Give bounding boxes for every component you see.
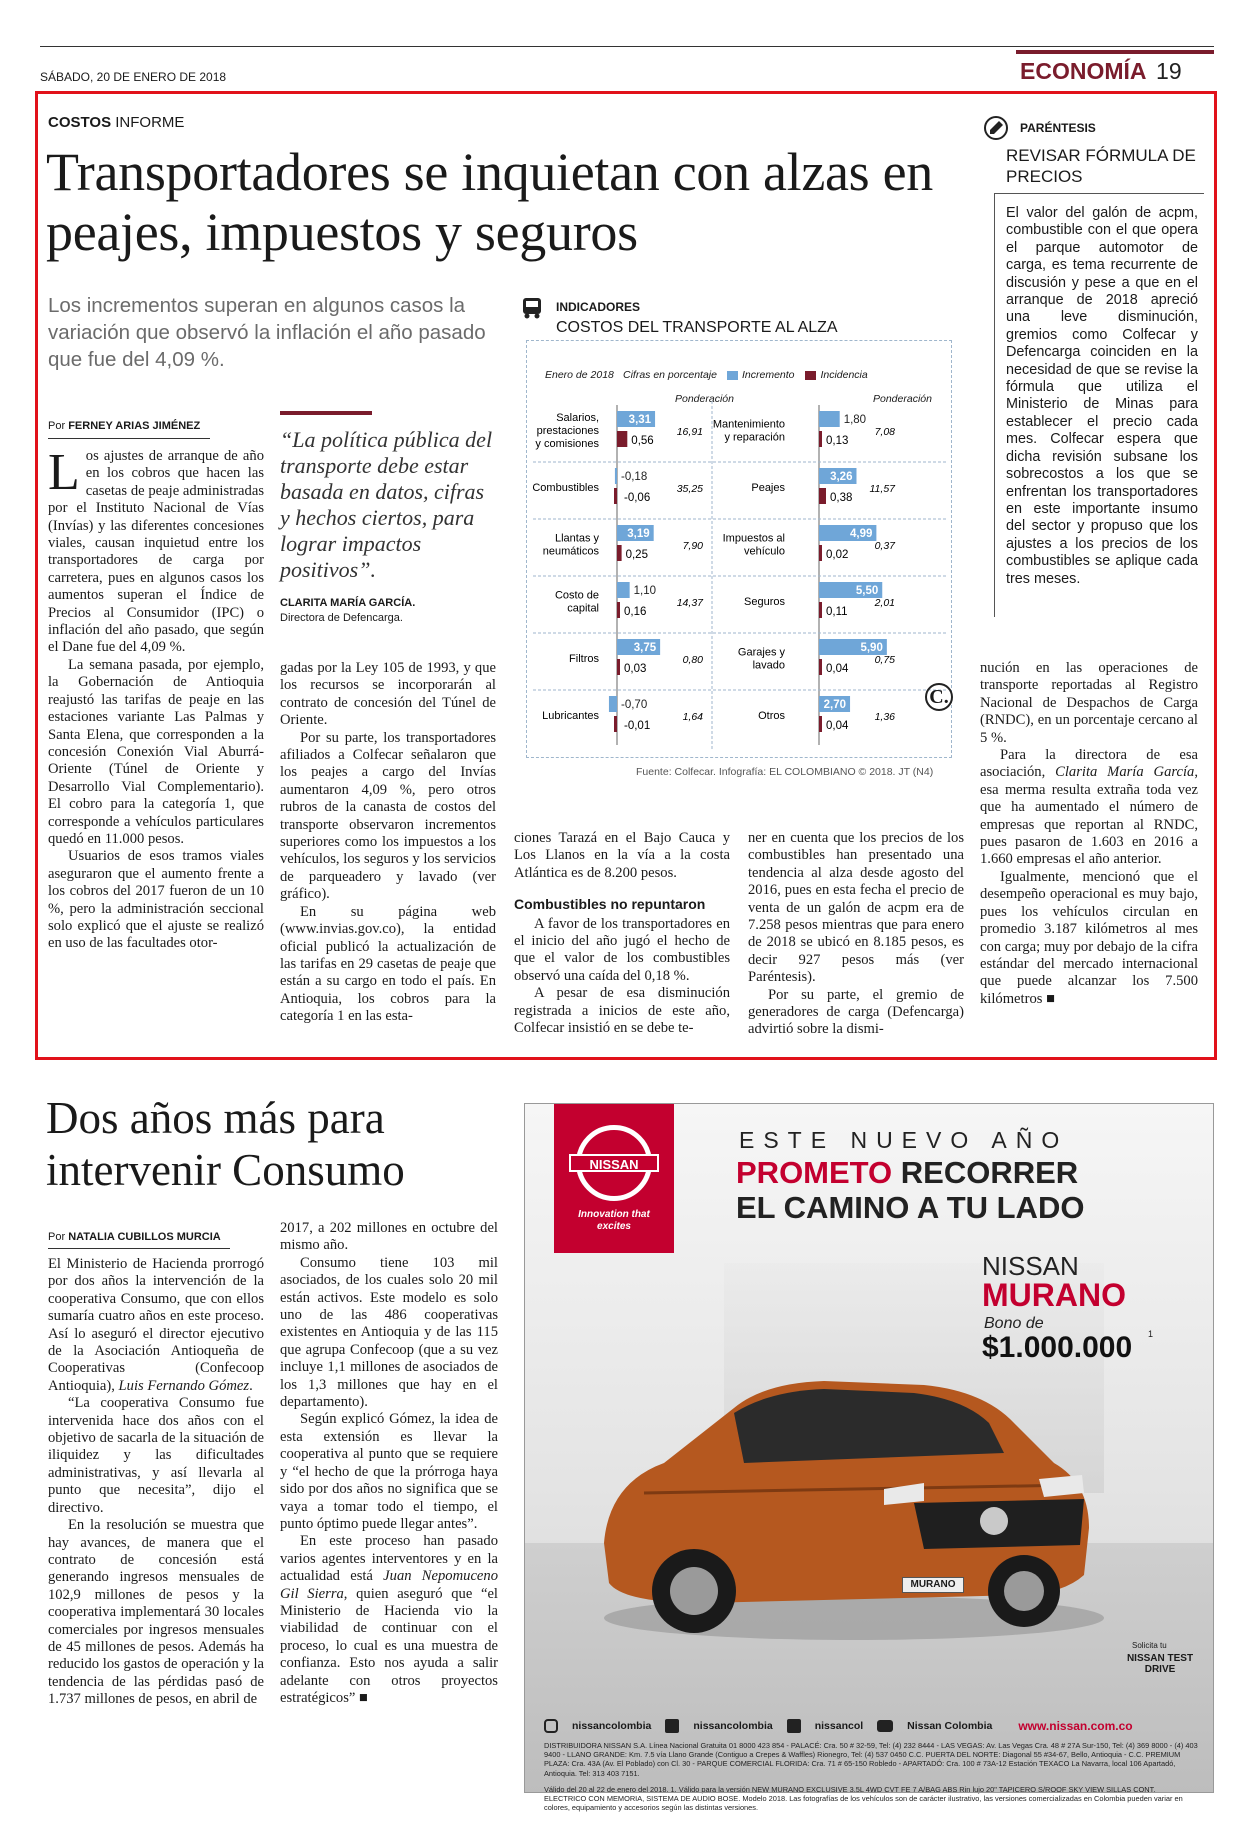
paragraph: gadas por la Ley 105 de 1993, y que los recursos se incorporarán al contrato de concesión del Túnel de Oriente. bbox=[280, 660, 496, 729]
paragraph: nución en las operaciones de transporte reportadas al Registro Nacional de Despachos de Carga (RNDC), en un porcentaje cercano al 5 %. bbox=[980, 660, 1198, 746]
article2-byline bbox=[48, 1231, 221, 1243]
paragraph: En su página web (www.invias.gov.co), la entidad oficial publicó la actualización de las tarifas en 29 casetas de peaje que están a su cargo en todo el país. En Antioquia, los cobros para la categoría 1 en las esta- bbox=[280, 903, 496, 1025]
label-incremento: -0,18 bbox=[621, 471, 648, 483]
paragraph bbox=[280, 1533, 498, 1707]
paragraph: Consumo tiene 103 mil asociados, de los cuales solo 20 mil están activos. Este modelo es solo uno de las 486 cooperativas existentes en Antioquia y de las 115 que agrupa Confecoop (que a su vez incluye 1,1 millones de asociados de los 1,3 millones que hay en el departamento). bbox=[280, 1254, 498, 1411]
label-incremento: 5,90 bbox=[860, 642, 883, 654]
category-label: Filtros bbox=[569, 653, 599, 665]
chart-title: COSTOS DEL TRANSPORTE AL ALZA bbox=[556, 319, 838, 336]
ad-bonus-note: 1 bbox=[1148, 1329, 1154, 1339]
label-ponderacion: 1,64 bbox=[682, 711, 703, 723]
chart-units-note: Cifras en porcentaje bbox=[623, 369, 717, 381]
category-label: neumáticos bbox=[542, 545, 599, 558]
category-label: prestaciones bbox=[536, 425, 599, 437]
bar-incidencia bbox=[819, 488, 826, 504]
label-incremento: 4,99 bbox=[849, 528, 873, 540]
label-incidencia: -0,06 bbox=[624, 492, 651, 504]
section-label: ECONOMÍA bbox=[1020, 58, 1146, 84]
kicker-light: INFORME bbox=[115, 114, 185, 131]
category-label: Salarios, bbox=[556, 412, 599, 424]
ad-fine-print-2: Válido del 20 al 22 de enero del 2018. 1. Válido para la versión NEW MURANO EXCLUSIVE 3.5L 4WD CVT FE 7 A/BAG ABS Rin lujo 20" TAPICERO S/ROOF SKY VIEW SILLAS CONT. ELECTRICO CON MEMORIA, SISTEMA DE AUDIO BOSE. Modelo 2018. Las fotografías de los vehículos son de carácter ilustrativo, las versiones comercializadas en Colombia pueden variar en colores, equipamiento y accesorios según las distintas versiones. bbox=[544, 1785, 1183, 1813]
ad-model-brand: NISSAN bbox=[982, 1251, 1079, 1281]
label-ponderacion: 14,37 bbox=[676, 597, 703, 609]
text: Para la directora de esa asociación, bbox=[980, 747, 1198, 781]
text: En este proceso han pasado varios agentes interventores y en la actualidad está bbox=[280, 1533, 498, 1585]
label-incidencia: 0,13 bbox=[826, 435, 849, 447]
category-label: y comisiones bbox=[535, 438, 599, 450]
label-ponderacion: 0,80 bbox=[682, 654, 703, 666]
ad-headline-2a: PROMETO bbox=[736, 1155, 893, 1190]
category-label: Garajes y bbox=[737, 646, 785, 659]
label-incidencia: 0,25 bbox=[625, 549, 648, 561]
label-ponderacion: 1,36 bbox=[874, 711, 895, 723]
paragraph bbox=[980, 747, 1198, 869]
chart-svg bbox=[527, 341, 953, 759]
label-incremento: 3,75 bbox=[633, 642, 657, 654]
ad-headline-3: EL CAMINO A TU LADO bbox=[736, 1190, 1085, 1225]
category-label: y reparación bbox=[724, 431, 785, 444]
category-label: vehículo bbox=[744, 545, 785, 558]
ad-frame bbox=[524, 1103, 1214, 1793]
ad-headline-1: ESTE NUEVO AÑO bbox=[739, 1127, 1069, 1153]
social-facebook: nissancol bbox=[814, 1720, 864, 1732]
paragraph: ner en cuenta que los precios de los combustibles han presentado una tendencia al alza desde agosto del 2016, pues en esta fecha el precio de venta de un galón de acpm era de 7.258 pesos mientras que para enero de 2018 se ubicó en 8.185 pesos, es decir 927 pesos más (ver Paréntesis). bbox=[748, 830, 964, 986]
sidebar-icon bbox=[984, 116, 1008, 140]
byline-rule bbox=[48, 438, 210, 439]
text: , quien aseguró que “el Ministerio de Hacienda vio la viabilidad de continuar con el proceso, lo cual es una muestra de confianza. Esto nos ayuda a salir adelante con otros proyectos estratégicos” bbox=[280, 1585, 498, 1706]
bar-incidencia bbox=[617, 431, 627, 447]
article-headline: Transportadores se inquietan con alzas en peajes, impuestos y seguros bbox=[46, 142, 933, 262]
byline-prefix: Por bbox=[48, 420, 66, 432]
end-mark: ■ bbox=[359, 1689, 368, 1706]
article-column-2 bbox=[280, 660, 496, 1026]
bar-incidencia bbox=[617, 545, 622, 561]
label-incremento: 3,19 bbox=[627, 528, 650, 540]
ad-bonus-label: Bono de bbox=[984, 1315, 1044, 1332]
paragraph: A favor de los transportadores en el inicio del año jugó el hecho de que el valor de los combustibles observó una caída del 0,18 %. bbox=[514, 915, 730, 984]
label-incidencia: 0,03 bbox=[624, 663, 647, 675]
article-deck: Los incrementos superan en algunos casos la variación que observó la inflación el año pasado que fue del 4,09 %. bbox=[48, 294, 486, 371]
paragraph: “La cooperativa Consumo fue intervenida hace dos años con el objetivo de sacarla de la situación de iliquidez y las dificultades administrativas, y así llevarla al punto que necesita”, dijo el directivo. bbox=[48, 1395, 264, 1516]
paragraph-text: os ajustes de arranque de año en los cobros que hacen las casetas de peaje administradas por el Instituto Nacional de Vías (Invías) y las diferentes concesiones viales, causan inquietud entre los transportadores de carga por carretera, pues en algunos casos los aumentos superan el Índice de Precios al Consumidor (IPC) o inflación del año pasado, que según el Dane fue del 4,09 %. bbox=[48, 448, 264, 656]
social-instagram: nissancolombia bbox=[572, 1720, 652, 1732]
person-name: Juan Nepomuceno Gil Sierra bbox=[280, 1568, 498, 1602]
paragraph: En la resolución se muestra que hay avances, de manera que el contrato de concesión está generando ingresos mensuales de 102,9 millones de pesos y la cooperativa implementará 30 locales comerciales por ingresos mensuales de 45 millones de pesos. Además ha reducido los gastos de operación y la tendencia de las pérdidas pasó de 1.737 millones de pesos, en abril de bbox=[48, 1517, 264, 1708]
label-incidencia: 0,04 bbox=[826, 720, 849, 732]
label-incidencia: 0,16 bbox=[624, 606, 647, 618]
text: El Ministerio de Hacienda prorrogó por dos años la intervención de la cooperativa Consumo, que con ellos sumaría cuatro años en este proceso. Así lo aseguró el director ejecutivo de la Asociación Antioqueña de Cooperativas (Confecoop Antioquia), bbox=[48, 1256, 264, 1394]
category-label: Seguros bbox=[744, 596, 785, 608]
bar-incidencia bbox=[819, 716, 822, 732]
category-label: capital bbox=[567, 602, 599, 615]
pen-icon bbox=[986, 118, 1006, 138]
bar-incidencia bbox=[819, 431, 822, 447]
bar-incidencia bbox=[819, 545, 822, 561]
category-label: lavado bbox=[752, 659, 785, 672]
ad-fine-print-1: DISTRIBUIDORA NISSAN S.A. Línea Nacional Gratuita 01 8000 423 854 - PALACÉ: Cra. 50 # 32-59, Tel: (4) 232 8444 - LAS VEGAS: Av. Las Vegas Cra. 48 # 27A Sur-150, Tel: (4) 369 8000 - (4) 403 9400 - LLANO GRANDE: Km. 7.5 vía Llano Grande (Contiguo a Crepes & Waffles) Rionegro, Tel: (4) 537 0450 C.C. PUERTA DEL NORTE: Diagonal 55 #34-67, Bello, Antioquia - C.C. PREMIUM PLAZA: Cra. 43A (Av. El Poblado) con Cl. 30 - PARQUE COMERCIAL FLORIDA: Cra. 71 # 65-150 Robledo - APARTADÓ: Cra. 100 # 73A-12 Estación TEXACO La Navarra, local 106 Apartadó, Antioquia. Tel: 313 403 7151. bbox=[544, 1741, 1198, 1778]
nissan-logo-text: NISSAN bbox=[569, 1154, 659, 1172]
label-ponderacion: 35,25 bbox=[676, 483, 703, 495]
chart-icon bbox=[521, 296, 543, 320]
article-column-3 bbox=[514, 830, 730, 1037]
weight-header-left: Ponderación bbox=[675, 393, 734, 405]
section-name bbox=[1020, 58, 1182, 85]
article-column-4 bbox=[748, 830, 964, 1039]
label-incidencia: 0,11 bbox=[826, 606, 848, 618]
test-drive-prefix: Solicita tu bbox=[1132, 1641, 1167, 1650]
label-ponderacion: 16,91 bbox=[676, 426, 703, 438]
label-incidencia: 0,04 bbox=[826, 663, 849, 675]
sidebar-title: REVISAR FÓRMULA DE PRECIOS bbox=[1006, 146, 1196, 186]
nissan-tagline: Innovation that excites bbox=[578, 1209, 650, 1232]
label-incremento: 3,31 bbox=[628, 414, 652, 426]
person-name: Clarita María García bbox=[1055, 764, 1195, 781]
label-incremento: 5,50 bbox=[855, 585, 879, 597]
dropcap: L bbox=[48, 444, 80, 501]
weight-header-right: Ponderación bbox=[873, 393, 932, 405]
article-column-1 bbox=[48, 444, 264, 953]
bar-incremento bbox=[617, 582, 630, 598]
category-label: Combustibles bbox=[532, 482, 599, 494]
label-ponderacion: 0,37 bbox=[874, 540, 895, 552]
paragraph bbox=[980, 869, 1198, 1008]
top-rule bbox=[40, 46, 1214, 47]
category-label: Llantas y bbox=[554, 532, 599, 545]
paragraph: Por su parte, el gremio de generadores de carga (Defencarga) advirtió sobre la dismi- bbox=[748, 986, 964, 1038]
article-byline bbox=[48, 420, 200, 432]
subhead: Combustibles no repuntaron bbox=[514, 896, 706, 913]
ad-website[interactable]: www.nissan.com.co bbox=[1018, 1719, 1133, 1733]
bar-incidencia bbox=[819, 602, 822, 618]
paragraph: ciones Tarazá en el Bajo Cauca y Los Llanos en la vía a la costa Atlántica es de 8.200 pesos. bbox=[514, 830, 730, 881]
article-kicker bbox=[48, 114, 184, 131]
end-mark: ■ bbox=[1046, 990, 1055, 1007]
legend-incidencia: Incidencia bbox=[820, 369, 868, 381]
paragraph bbox=[48, 1256, 264, 1395]
category-label: Impuestos al bbox=[722, 532, 785, 545]
pull-quote-author: CLARITA MARÍA GARCÍA. bbox=[280, 597, 416, 609]
byline-author: NATALIA CUBILLOS MURCIA bbox=[68, 1231, 221, 1243]
bar-incidencia bbox=[614, 716, 617, 732]
label-incidencia: 0,02 bbox=[826, 549, 849, 561]
person-name: Luis Fernando Gómez bbox=[118, 1377, 250, 1394]
social-twitter: nissancolombia bbox=[693, 1720, 773, 1732]
label-incremento: 1,10 bbox=[633, 585, 657, 597]
ad-model: MURANO bbox=[982, 1277, 1126, 1313]
byline-prefix: Por bbox=[48, 1231, 66, 1243]
text: Igualmente, mencionó que el desempeño operacional es muy bajo, pues los vehículos circulan en promedio 3.187 kilómetros al mes con carga; muy por debajo de la cifra estándar del mercado internacional que puede alcanzar los 7.500 kilómetros bbox=[980, 868, 1198, 1007]
truck-icon bbox=[521, 296, 543, 320]
byline-rule bbox=[48, 1248, 230, 1249]
label-incremento: 3,26 bbox=[830, 471, 853, 483]
bar-incremento bbox=[609, 696, 617, 712]
category-label: Peajes bbox=[751, 482, 785, 494]
label-incidencia: 0,56 bbox=[631, 435, 654, 447]
label-incremento: 2,70 bbox=[823, 699, 847, 711]
section-header bbox=[1016, 50, 1214, 54]
paragraph bbox=[48, 444, 264, 657]
label-ponderacion: 7,08 bbox=[874, 426, 895, 438]
test-drive-badge: NISSAN TEST DRIVE bbox=[1126, 1653, 1194, 1675]
bar-incidencia bbox=[617, 659, 620, 675]
label-incremento: 1,80 bbox=[843, 414, 867, 426]
paragraph: Según explicó Gómez, la idea de esta extensión es llevar la cooperativa al punto que se requiere y “el hecho de que la prórroga haya sido por dos años no significa que se vaya a tomar todo el tiempo, el punto óptimo puede llegar antes”. bbox=[280, 1411, 498, 1532]
kicker-bold: COSTOS bbox=[48, 114, 112, 131]
page-date: SÁBADO, 20 DE ENERO DE 2018 bbox=[40, 70, 227, 84]
article2-column-2 bbox=[280, 1220, 498, 1707]
pull-quote: “La política pública del transporte debe estar basada en datos, cifras y hechos ciertos, para lograr impactos positivos”. bbox=[280, 427, 493, 582]
paragraph: La semana pasada, por ejemplo, la Gobernación de Antioquia reajustó las tarifas de peaje en las estaciones variante Las Palmas y Santa Elena, que corresponden a la concesión Conexión Vial Aburrá-Oriente (Túnel de Oriente y Desarrollo Vial Complementario). El cobro para la categoría 1, que corresponde a vehículos particulares quedó en 11.000 pesos. bbox=[48, 656, 264, 847]
pull-quote-rule bbox=[280, 411, 372, 415]
text: , esa merma resulta extraña toda vez que ha aumentado el número de empresas que reportan al RNDC, pues pasaron de 1.603 en 2016 a 1.660 empresas el año anterior. bbox=[980, 764, 1198, 868]
paragraph: Por su parte, los transportadores afiliados a Colfecar señalaron que los peajes a cargo del Invías aumentaron 4,09 %, pero otros rubros de la canasta de costos del transporte observaron incrementos superiores como los impuestos a los vehículos, los seguros y los servicios de parqueadero y lavado (ver gráfico). bbox=[280, 729, 496, 903]
label-ponderacion: 7,90 bbox=[682, 540, 703, 552]
bar-incremento bbox=[615, 468, 617, 484]
legend-incremento: Incremento bbox=[742, 369, 795, 381]
label-incidencia: -0,01 bbox=[624, 720, 651, 732]
sidebar-label: PARÉNTESIS bbox=[1020, 121, 1096, 135]
label-ponderacion: 11,57 bbox=[869, 483, 895, 495]
pull-quote-role: Directora de Defencarga. bbox=[280, 612, 403, 624]
label-incidencia: 0,38 bbox=[829, 492, 853, 504]
social-youtube: Nissan Colombia bbox=[907, 1720, 993, 1732]
bar-incremento bbox=[819, 411, 840, 427]
category-label: Costo de bbox=[554, 589, 599, 602]
paragraph: A pesar de esa disminución registrada a inicios de este año, Colfecar insistió en se debe te- bbox=[514, 985, 730, 1037]
bar-incidencia bbox=[617, 602, 620, 618]
page-number: 19 bbox=[1156, 58, 1182, 84]
sidebar-body: El valor del galón de acpm, combustible con el que opera el parque automotor de carga, es tema recurrente de discusión y pese a que en el arranque de 2018 apreció una leve disminución, gremios como Colfecar y Defencarga coinciden en la necesidad de que se revise la fórmula que utiliza el Ministerio de Minas para establecer el precio cada mes. Colfecar espera que dicha revisión subsane los sobrecostos a los que se enfrentan los transportadores en este importante insumo del sector y propuso que los ajustes a los precios de los combustibles se aplique cada tres meses. bbox=[1006, 205, 1198, 587]
label-incremento: -0,70 bbox=[621, 699, 648, 711]
bar-incidencia bbox=[614, 488, 617, 504]
text: . bbox=[249, 1377, 253, 1394]
chart-area bbox=[526, 340, 952, 758]
byline-author: FERNEY ARIAS JIMÉNEZ bbox=[68, 420, 201, 432]
chart-source: Fuente: Colfecar. Infografía: EL COLOMBIANO © 2018. JT (N4) bbox=[636, 766, 934, 778]
article2-headline: Dos años más para intervenir Consumo bbox=[46, 1093, 405, 1195]
label-ponderacion: 0,75 bbox=[874, 654, 895, 666]
chart-label: INDICADORES bbox=[556, 300, 641, 314]
chart-date-note: Enero de 2018 bbox=[545, 369, 614, 381]
ad-headline-2b: RECORRER bbox=[892, 1155, 1079, 1190]
category-label: Mantenimiento bbox=[712, 418, 785, 431]
label-ponderacion: 2,01 bbox=[874, 597, 895, 609]
article2-column-1 bbox=[48, 1256, 264, 1709]
ad-bonus-amount: $1.000.000 bbox=[982, 1331, 1133, 1364]
category-label: Lubricantes bbox=[542, 710, 599, 722]
paragraph: 2017, a 202 millones en octubre del mismo año. bbox=[280, 1220, 498, 1254]
bar-incidencia bbox=[819, 659, 822, 675]
category-label: Otros bbox=[758, 710, 785, 722]
colombiano-logo: C. bbox=[925, 683, 953, 711]
paragraph: Usuarios de esos tramos viales aseguraron que el aumento frente a los cobros del 2017 fueron de un 10 %, pero la administración seccional solo explicó que el ajuste se realizó en uso de las facultades otor- bbox=[48, 848, 264, 952]
license-plate: MURANO bbox=[902, 1577, 964, 1593]
article-column-5 bbox=[980, 660, 1198, 1008]
